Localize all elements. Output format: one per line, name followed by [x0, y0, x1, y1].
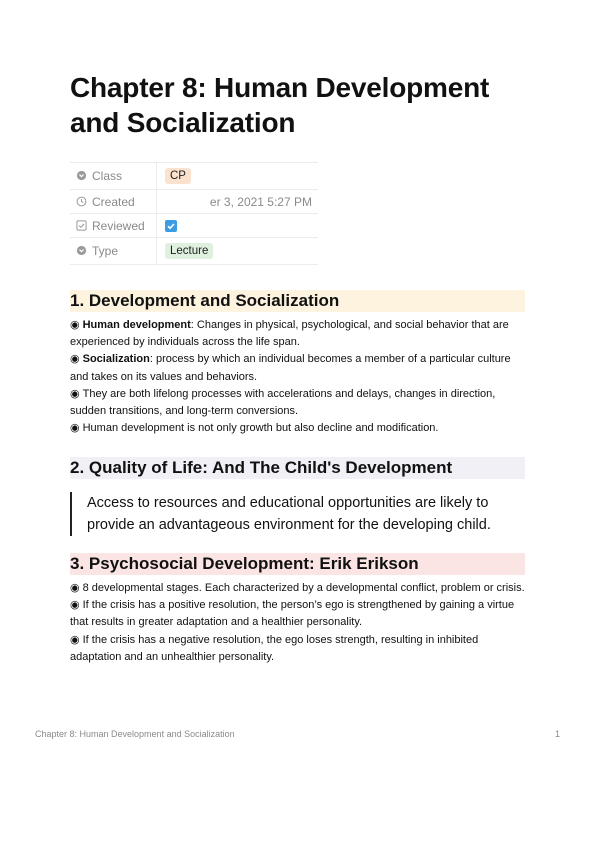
term: Socialization	[82, 353, 150, 366]
properties-table	[70, 162, 318, 265]
list-item: ◉ Human development is not only growth but also decline and modification.	[70, 422, 439, 435]
bullet-icon: ◉	[70, 387, 80, 400]
select-icon	[76, 245, 87, 256]
page-number: 1	[554, 729, 560, 739]
select-icon	[76, 170, 87, 181]
section-heading-development: 1. Development and Socialization	[70, 290, 525, 312]
clock-icon	[76, 196, 87, 207]
quote-block: Access to resources and educational opportunities are likely to provide an advantageous environment for the developing child.	[70, 492, 527, 536]
property-row-type	[70, 238, 318, 265]
section-heading-psychosocial: 3. Psychosocial Development: Erik Erikson	[70, 553, 525, 575]
list-item: ◉ Socialization: process by which an individual becomes a member of a particular culture and takes on its values and behaviors.	[70, 353, 511, 383]
checkbox-icon	[76, 220, 87, 231]
bullet-icon: ◉	[70, 422, 80, 435]
bullet-icon: ◉	[70, 633, 80, 646]
section-heading-quality-of-life: 2. Quality of Life: And The Child's Development	[70, 457, 525, 479]
property-label: Reviewed	[92, 218, 145, 233]
list-item: ◉ Human development: Changes in physical, psychological, and social behavior that are experienced by individuals across the life span.	[70, 319, 509, 349]
class-tag[interactable]: CP	[165, 168, 191, 184]
list-item: ◉ If the crisis has a positive resolution, the person’s ego is strengthened by gaining a virtue that results in greater adaptation and a healthier personality.	[70, 599, 515, 629]
property-row-class	[70, 163, 318, 190]
property-row-created	[70, 190, 318, 214]
created-date: er 3, 2021 5:27 PM	[209, 194, 312, 209]
page-title: Chapter 8: Human Development and Socialization	[70, 72, 490, 138]
list-item: ◉ They are both lifelong processes with accelerations and delays, changes in direction, sudden transitions, and long-term conversions.	[70, 387, 496, 418]
property-label: Type	[92, 244, 119, 258]
section-body-psychosocial	[70, 580, 530, 666]
section-body-development	[70, 317, 530, 437]
property-row-reviewed	[70, 214, 318, 238]
reviewed-checkbox[interactable]	[165, 220, 177, 232]
type-tag[interactable]: Lecture	[165, 243, 213, 259]
bullet-icon: ◉	[70, 319, 80, 331]
list-item: ◉ 8 developmental stages. Each characterized by a developmental conflict, problem or crisis.	[70, 582, 525, 594]
property-label: Created	[92, 194, 135, 209]
bullet-icon: ◉	[70, 599, 80, 612]
term: Human development	[82, 319, 191, 331]
footer-title: Chapter 8: Human Development and Socialization	[35, 729, 235, 739]
bullet-icon: ◉	[70, 353, 80, 366]
list-item: ◉ If the crisis has a negative resolution, the ego loses strength, resulting in inhibited adaptation and an unhealthier personality.	[70, 633, 479, 663]
property-label: Class	[92, 169, 123, 183]
bullet-icon: ◉	[70, 582, 80, 594]
